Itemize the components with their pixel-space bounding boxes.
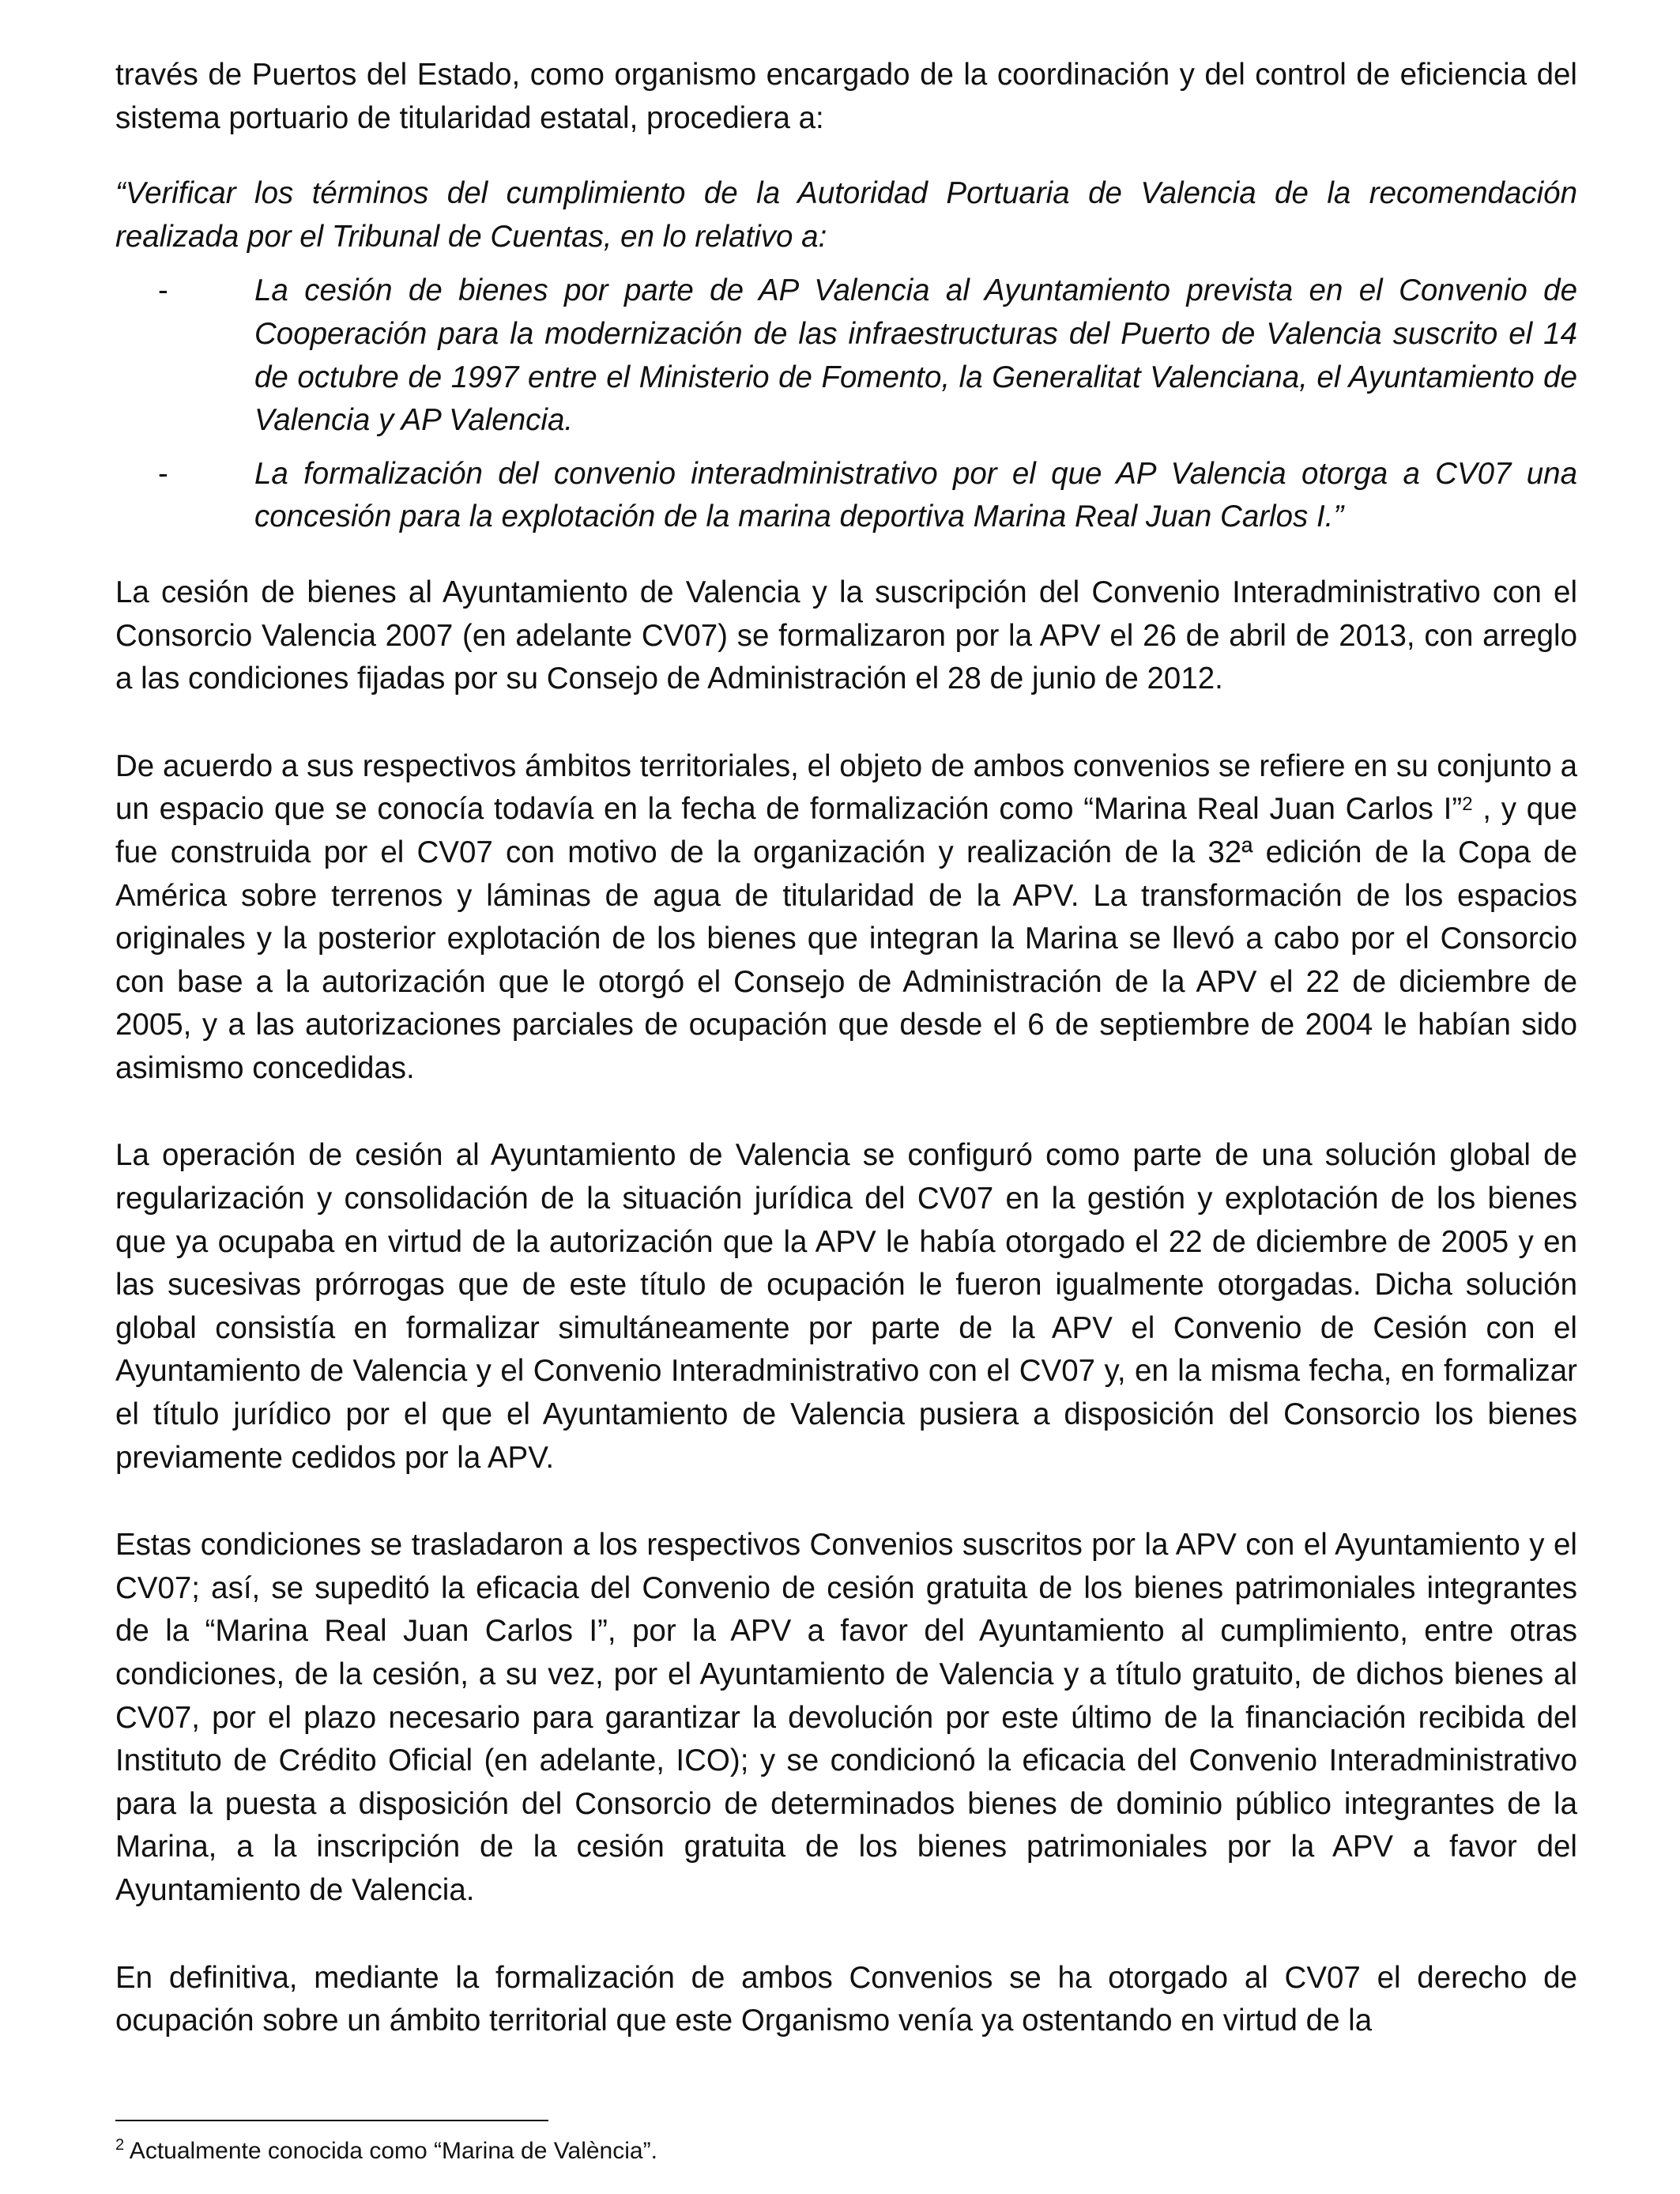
quote-item-text: La formalización del convenio interadministrativo por el que AP Valencia otorga a CV07 una concesión para la explotación de la marina deportiva Marina Real Juan Carlos I.” (254, 456, 1577, 534)
paragraph-definitiva: En definitiva, mediante la formalización de ambos Convenios se ha otorgado al CV07 el derecho de ocupación sobre un ámbito territorial que este Organismo venía ya ostentando en virtud de la (115, 1960, 1577, 2038)
footnote-reference[interactable]: 2 (1462, 794, 1473, 816)
quote-item-text: La cesión de bienes por parte de AP Valencia al Ayuntamiento prevista en el Convenio de Cooperación para la modernización de las infraestructuras del Puerto de Valencia suscrito el 14 de octubre de 1997 entre el Ministerio de Fomento, la Generalitat Valenciana, el Ayuntamiento de Valencia y AP Valencia. (254, 273, 1577, 438)
footnote-separator (115, 2120, 548, 2121)
quote-intro: “Verificar los términos del cumplimiento de la Autoridad Portuaria de Valencia de la recomendación realizada por el Tribunal de Cuentas, en lo relativo a: (115, 176, 1577, 254)
document-page (115, 54, 1577, 2043)
quote-list (115, 270, 1577, 539)
paragraph-intro: través de Puertos del Estado, como organismo encargado de la coordinación y del control de eficiencia del sistema portuario de titularidad estatal, procediera a: (115, 58, 1577, 135)
paragraph-cesion: La cesión de bienes al Ayuntamiento de Valencia y la suscripción del Convenio Interadministrativo con el Consorcio Valencia 2007 (en adelante CV07) se formalizaron por la APV el 26 de abril de 2013, con arreglo a las condiciones fijadas por su Consejo de Administración el 28 de junio de 2012. (115, 575, 1577, 696)
paragraph-condiciones: Estas condiciones se trasladaron a los respectivos Convenios suscritos por la APV con el Ayuntamiento y el CV07; así, se supeditó la eficacia del Convenio de cesión gratuita de los bienes patrimoniales integrantes de la “Marina Real Juan Carlos I”, por la APV a favor del Ayuntamiento al cumplimiento, entre otras condiciones, de la cesión, a su vez, por el Ayuntamiento de Valencia y a título gratuito, de dichos bienes al CV07, por el plazo necesario para garantizar la devolución por este último de la financiación recibida del Instituto de Crédito Oficial (en adelante, ICO); y se condicionó la eficacia del Convenio Interadministrativo para la puesta a disposición del Consorcio de determinados bienes de dominio público integrantes de la Marina, a la inscripción de la cesión gratuita de los bienes patrimoniales por la APV a favor del Ayuntamiento de Valencia. (115, 1528, 1577, 1907)
list-dash: - (158, 273, 168, 308)
quote-item-1 (115, 270, 1577, 442)
list-dash: - (158, 456, 168, 491)
footnote-text: Actualmente conocida como “Marina de València”. (124, 2138, 657, 2164)
footnote-number: 2 (115, 2136, 125, 2154)
quote-item-2 (115, 453, 1577, 539)
paragraph-text: De acuerdo a sus respectivos ámbitos territoriales, el objeto de ambos convenios se refiere en su conjunto a un espacio que se conocía todavía en la fecha de formalización como “Marina Real Juan Carlos I” (115, 748, 1577, 827)
paragraph-ambitos (115, 745, 1577, 1091)
paragraph-operacion: La operación de cesión al Ayuntamiento de Valencia se configuró como parte de una solución global de regularización y consolidación de la situación jurídica del CV07 en la gestión y explotación de los bienes que ya ocupaba en virtud de la autorización que la APV le había otorgado el 22 de diciembre de 2005 y en las sucesivas prórrogas que de este título de ocupación le fueron igualmente otorgadas. Dicha solución global consistía en formalizar simultáneamente por parte de la APV el Convenio de Cesión con el Ayuntamiento de Valencia y el Convenio Interadministrativo con el CV07 y, en la misma fecha, en formalizar el título jurídico por el que el Ayuntamiento de Valencia pusiera a disposición del Consorcio los bienes previamente cedidos por la APV. (115, 1138, 1577, 1475)
paragraph-text: , y que fue construida por el CV07 con motivo de la organización y realización de la 32ª edición de la Copa de América sobre terrenos y láminas de agua de titularidad de la APV. La transformación de los espacios originales y la posterior explotación de los bienes que integran la Marina se llevó a cabo por el Consorcio con base a la autorización que le otorgó el Consejo de Administración de la APV el 22 de diciembre de 2005, y a las autorizaciones parciales de ocupación que desde el 6 de septiembre de 2004 le habían sido asimismo concedidas. (115, 792, 1577, 1085)
footnote (115, 2136, 657, 2167)
